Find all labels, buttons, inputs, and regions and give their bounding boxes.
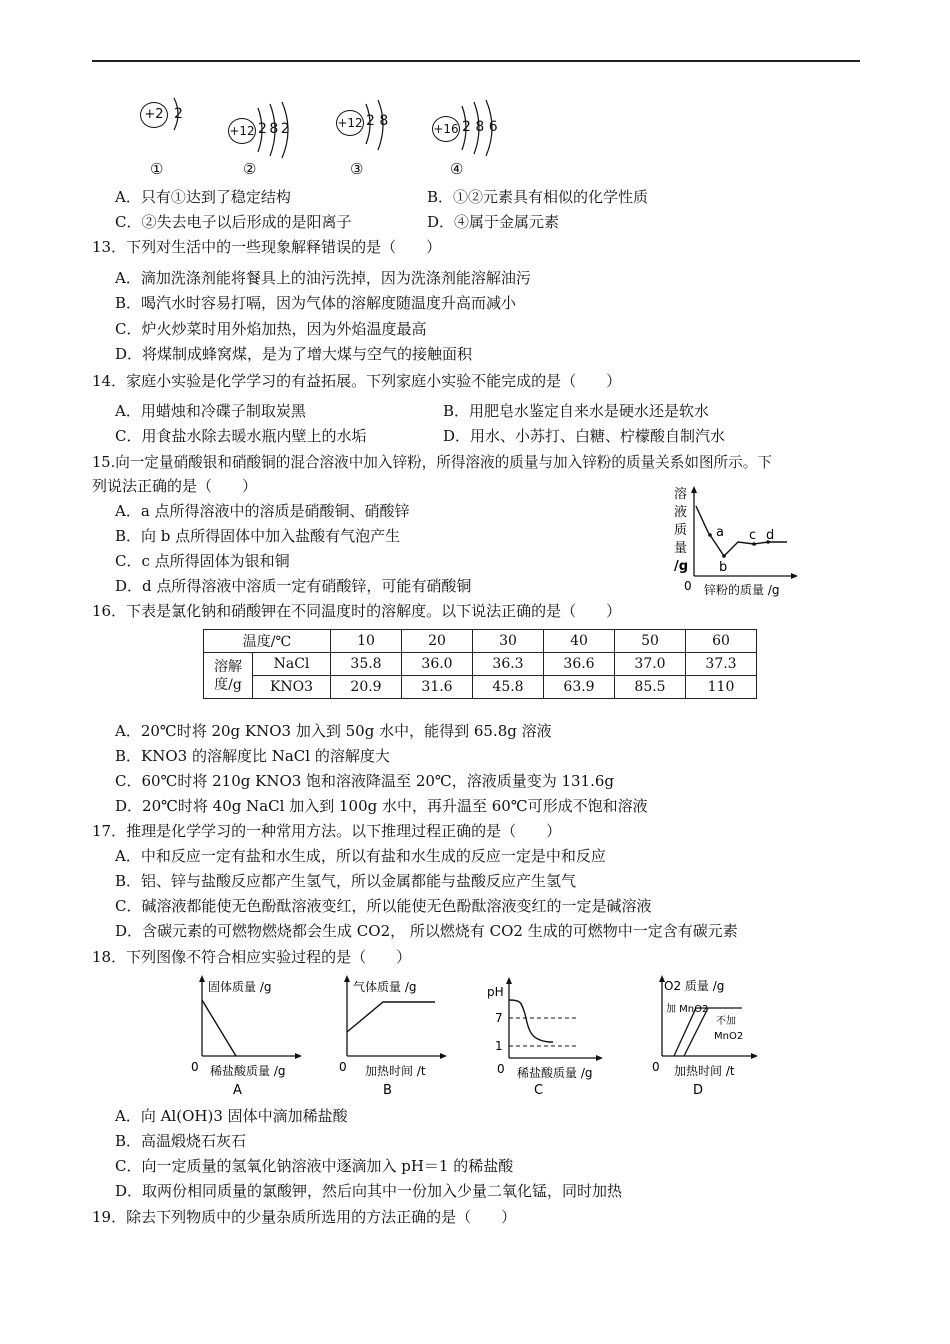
graph-label: D (693, 1083, 704, 1098)
q18-graph-b (335, 972, 455, 1102)
atom-label-1: ① (150, 160, 164, 178)
q17-option-d: D．含碳元素的可燃物燃烧都会生成 CO2， 所以燃烧有 CO2 生成的可燃物中一定含有碳元素 (115, 922, 738, 940)
table-cell: 60 (686, 630, 757, 653)
table-header-row (204, 630, 757, 653)
annot-without-mno2-2: MnO2 (714, 1031, 744, 1042)
atom-diagram-3 (336, 98, 406, 156)
q16-option-a: A．20℃时将 20g KNO3 加入到 50g 水中，能得到 65.8g 溶液 (115, 722, 552, 740)
solubility-table (203, 629, 757, 699)
electron-shells: 2 8 2 (258, 121, 289, 137)
q13-option-a: A．滴加洗涤剂能将餐具上的油污洗掉，因为洗涤剂能溶解油污 (115, 269, 531, 287)
q16-stem: 16．下表是氯化钠和硝酸钾在不同温度时的溶解度。以下说法正确的是（ ） (92, 602, 622, 620)
graph-ylabel: 气体质量 /g (353, 980, 417, 994)
q16-option-d: D．20℃时将 40g NaCl 加入到 100g 水中，再升温至 60℃可形成不饱和溶液 (115, 797, 648, 815)
table-cell: 30 (473, 630, 544, 653)
graph-ylabel: 固体质量 /g (208, 980, 272, 994)
table-cell: 110 (686, 676, 757, 699)
solubility-header: 溶解度/g (204, 653, 253, 699)
atom-diagram-4 (432, 98, 522, 158)
tick-7: 7 (495, 1011, 503, 1025)
q19-stem: 19．除去下列物质中的少量杂质所选用的方法正确的是（ ） (92, 1208, 517, 1226)
graph-ylabel-4: 量 (674, 541, 688, 556)
table-cell: 36.6 (544, 653, 615, 676)
q15-option-c: C．c 点所得固体为银和铜 (115, 552, 290, 570)
graph-ylabel: pH (487, 985, 504, 999)
graph-label: C (534, 1083, 544, 1098)
atom-label-2: ② (243, 160, 257, 178)
q13-option-c: C．炉火炒菜时用外焰加热，因为外焰温度最高 (115, 320, 427, 338)
table-cell: 20.9 (331, 676, 402, 699)
graph-xlabel: 稀盐酸质量 /g (517, 1066, 593, 1080)
q15-stem-line1: 15.向一定量硝酸银和硝酸铜的混合溶液中加入锌粉，所得溶液的质量与加入锌粉的质量关系如图所示。下 (92, 454, 772, 471)
graph-xlabel: 稀盐酸质量 /g (210, 1064, 286, 1078)
table-cell: 37.0 (615, 653, 686, 676)
annot-with-mno2: 加 MnO2 (666, 1004, 709, 1015)
q13-option-d: D．将煤制成蜂窝煤，是为了增大煤与空气的接触面积 (115, 345, 473, 363)
electron-shells: 2 (174, 106, 183, 122)
q12-option-c: C．②失去电子以后形成的是阳离子 (115, 213, 352, 231)
q17-stem: 17．推理是化学学习的一种常用方法。以下推理过程正确的是（ ） (92, 822, 562, 840)
graph-xlabel: 加热时间 /t (365, 1064, 426, 1078)
q18-option-c: C．向一定质量的氢氧化钠溶液中逐滴加入 pH＝1 的稀盐酸 (115, 1157, 514, 1175)
electron-shells: 2 8 6 (462, 119, 498, 135)
table-cell: 31.6 (402, 676, 473, 699)
q18-option-d: D．取两份相同质量的氯酸钾，然后向其中一份加入少量二氧化锰，同时加热 (115, 1182, 623, 1200)
table-cell: 37.3 (686, 653, 757, 676)
atom-diagram-1 (140, 98, 200, 138)
graph-origin: 0 (684, 579, 692, 593)
nucleus: +12 (336, 110, 364, 136)
q18-stem: 18．下列图像不符合相应实验过程的是（ ） (92, 948, 412, 966)
q13-option-b: B．喝汽水时容易打嗝，因为气体的溶解度随温度升高而减小 (115, 294, 517, 312)
table-cell: 36.3 (473, 653, 544, 676)
q13-stem: 13．下列对生活中的一些现象解释错误的是（ ） (92, 238, 442, 256)
table-cell: 40 (544, 630, 615, 653)
annot-without-mno2-1: 不加 (716, 1016, 736, 1027)
q14-option-a: A．用蜡烛和冷碟子制取炭黑 (115, 402, 306, 420)
graph-origin: 0 (497, 1062, 505, 1076)
graph-origin: 0 (191, 1060, 199, 1074)
q15-option-a: A．a 点所得溶液中的溶质是硝酸铜、硝酸锌 (115, 502, 410, 520)
atom-label-3: ③ (350, 160, 364, 178)
q18-graph-a (188, 972, 308, 1102)
graph-origin: 0 (652, 1060, 660, 1074)
q17-option-b: B．铝、锌与盐酸反应都产生氢气，所以金属都能与盐酸反应产生氢气 (115, 872, 577, 890)
table-row (204, 676, 757, 699)
q17-option-a: A．中和反应一定有盐和水生成，所以有盐和水生成的反应一定是中和反应 (115, 847, 606, 865)
q18-option-a: A．向 Al(OH)3 固体中滴加稀盐酸 (115, 1107, 348, 1125)
q17-option-c: C．碱溶液都能使无色酚酞溶液变红，所以能使无色酚酞溶液变红的一定是碱溶液 (115, 897, 652, 915)
graph-ylabel-3: 质 (674, 523, 688, 538)
point-b: b (719, 560, 728, 575)
q14-stem: 14．家庭小实验是化学学习的有益拓展。下列家庭小实验不能完成的是（ ） (92, 372, 622, 390)
q18-graph-d (650, 972, 770, 1102)
graph-ylabel: O2 质量 /g (664, 979, 725, 993)
q14-option-b: B．用肥皂水鉴定自来水是硬水还是软水 (443, 402, 710, 420)
graph-ylabel-5: /g (674, 559, 689, 574)
q15-zinc-graph (672, 484, 807, 604)
q15-stem-line2: 列说法正确的是（ ） (92, 477, 258, 495)
point-c: c (749, 528, 757, 543)
table-cell: KNO3 (253, 676, 331, 699)
graph-label: B (383, 1083, 392, 1098)
q12-option-a: A．只有①达到了稳定结构 (115, 188, 291, 206)
table-cell: 35.8 (331, 653, 402, 676)
temp-header: 温度/℃ (204, 630, 331, 653)
point-a: a (716, 525, 724, 540)
nucleus: +12 (228, 118, 256, 144)
graph-label: A (233, 1083, 242, 1098)
q16-option-c: C．60℃时将 210g KNO3 饱和溶液降温至 20℃，溶液质量变为 131.6g (115, 772, 615, 790)
table-cell: 63.9 (544, 676, 615, 699)
atom-label-4: ④ (450, 160, 464, 178)
table-row (204, 653, 757, 676)
table-cell: NaCl (253, 653, 331, 676)
table-cell: 10 (331, 630, 402, 653)
table-cell: 50 (615, 630, 686, 653)
q14-option-d: D．用水、小苏打、白糖、柠檬酸自制汽水 (443, 427, 726, 445)
nucleus: +2 (140, 102, 168, 128)
graph-ylabel-2: 液 (674, 505, 688, 520)
q14-option-c: C．用食盐水除去暖水瓶内壁上的水垢 (115, 427, 367, 445)
table-cell: 45.8 (473, 676, 544, 699)
atom-diagram-2 (228, 100, 308, 158)
top-rule (92, 60, 860, 62)
graph-xlabel: 加热时间 /t (674, 1064, 735, 1078)
table-cell: 20 (402, 630, 473, 653)
graph-xlabel: 锌粉的质量 /g (704, 583, 780, 597)
q12-option-d: D．④属于金属元素 (427, 213, 560, 231)
table-cell: 36.0 (402, 653, 473, 676)
point-d: d (766, 528, 775, 543)
tick-1: 1 (495, 1039, 503, 1053)
q15-option-b: B．向 b 点所得固体中加入盐酸有气泡产生 (115, 527, 401, 545)
q16-option-b: B．KNO3 的溶解度比 NaCl 的溶解度大 (115, 747, 390, 765)
graph-ylabel-1: 溶 (674, 487, 688, 502)
electron-shells: 2 8 (366, 113, 389, 129)
table-cell: 85.5 (615, 676, 686, 699)
graph-origin: 0 (339, 1060, 347, 1074)
q15-option-d: D．d 点所得溶液中溶质一定有硝酸锌，可能有硝酸铜 (115, 577, 472, 595)
nucleus: +16 (432, 116, 460, 142)
q18-graph-c (487, 972, 607, 1102)
q18-option-b: B．高温煅烧石灰石 (115, 1132, 247, 1150)
q12-option-b: B．①②元素具有相似的化学性质 (427, 188, 649, 206)
